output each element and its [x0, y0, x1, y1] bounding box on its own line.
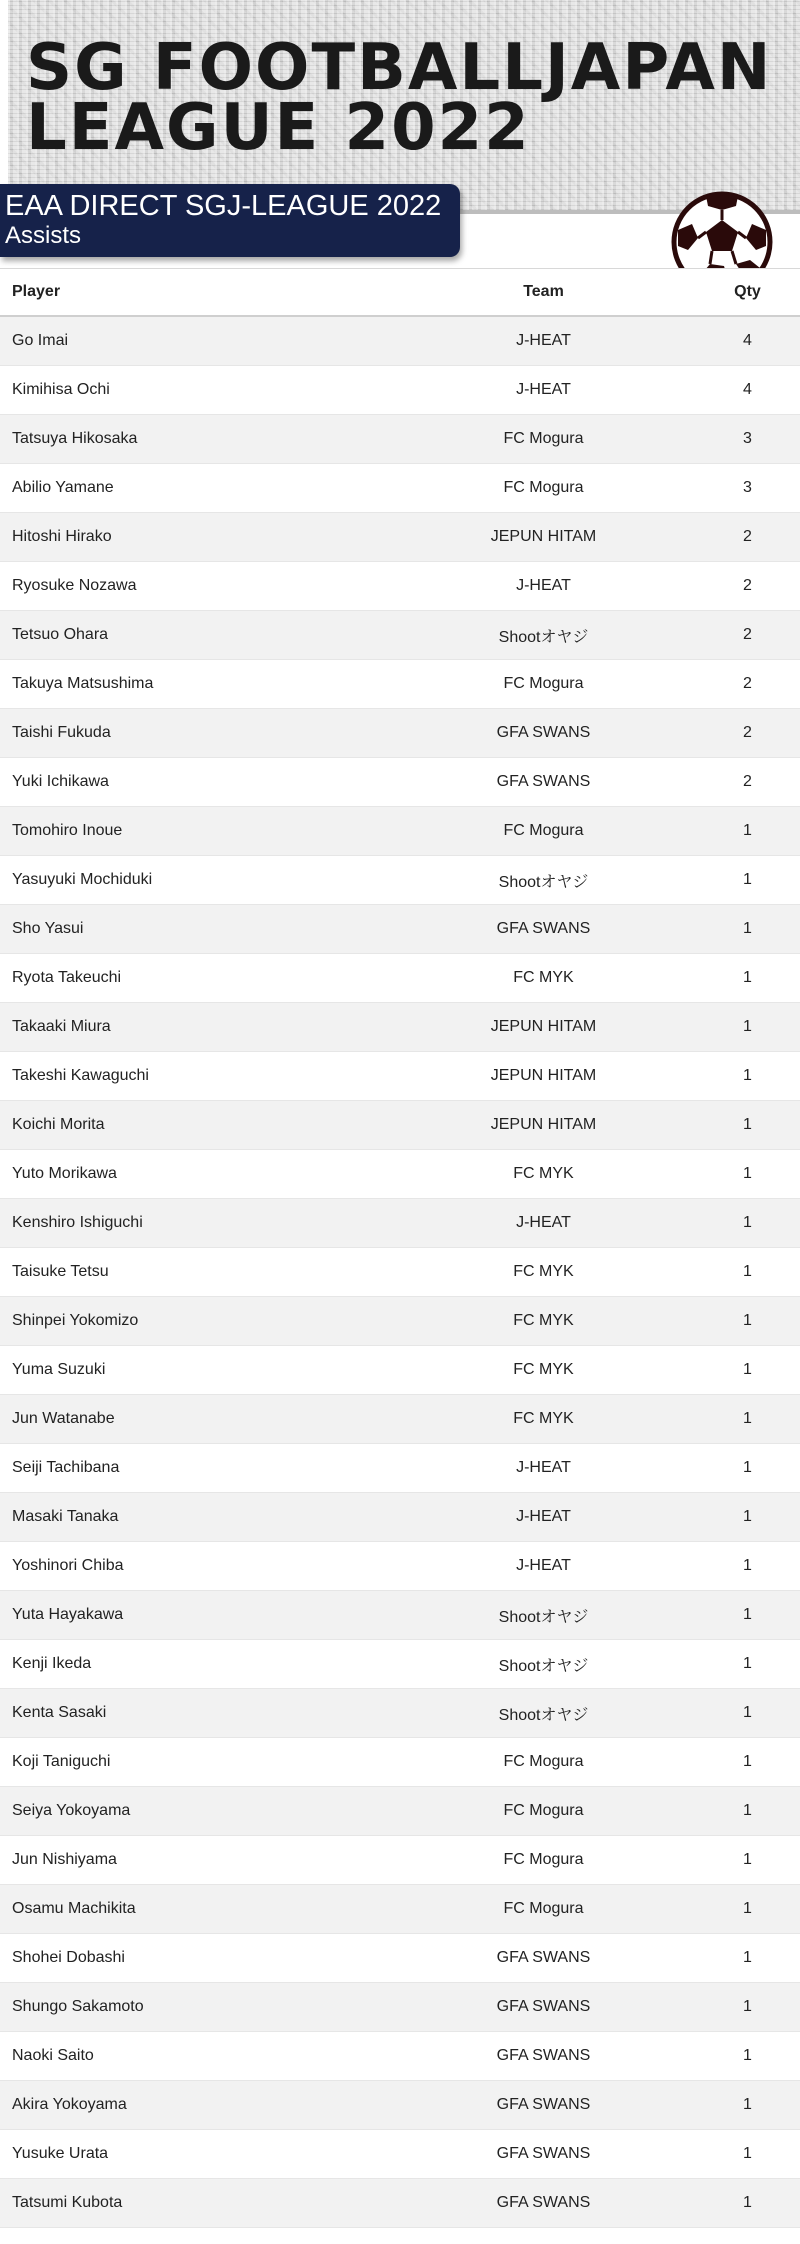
page-heading-box: [0, 184, 460, 257]
table-row: [0, 1836, 800, 1885]
cell-qty: 1: [695, 1199, 800, 1248]
cell-qty: 2: [695, 611, 800, 660]
cell-qty: 1: [695, 1640, 800, 1689]
cell-player: Taisuke Tetsu: [0, 1248, 392, 1297]
cell-player: Yuta Hayakawa: [0, 1591, 392, 1640]
table-row: [0, 1689, 800, 1738]
table-row: [0, 1003, 800, 1052]
cell-team: GFA SWANS: [392, 2130, 695, 2179]
cell-qty: 1: [695, 1248, 800, 1297]
cell-qty: 1: [695, 1346, 800, 1395]
cell-player: Tomohiro Inoue: [0, 807, 392, 856]
cell-team: FC Mogura: [392, 1836, 695, 1885]
cell-player: Seiji Tachibana: [0, 1444, 392, 1493]
table-row: [0, 1738, 800, 1787]
cell-team: GFA SWANS: [392, 2081, 695, 2130]
cell-team: JEPUN HITAM: [392, 513, 695, 562]
cell-team: FC MYK: [392, 1395, 695, 1444]
cell-qty: 1: [695, 1395, 800, 1444]
cell-qty: 1: [695, 1934, 800, 1983]
cell-qty: 1: [695, 1738, 800, 1787]
table-row: [0, 1493, 800, 1542]
cell-team: FC Mogura: [392, 464, 695, 513]
cell-qty: 1: [695, 954, 800, 1003]
cell-qty: 1: [695, 1150, 800, 1199]
column-header-team: Team: [392, 269, 695, 317]
cell-player: Ryosuke Nozawa: [0, 562, 392, 611]
cell-team: GFA SWANS: [392, 1983, 695, 2032]
table-row: [0, 1199, 800, 1248]
cell-qty: 1: [695, 905, 800, 954]
table-row: [0, 1885, 800, 1934]
cell-team: FC Mogura: [392, 1738, 695, 1787]
cell-player: Takuya Matsushima: [0, 660, 392, 709]
cell-team: GFA SWANS: [392, 1934, 695, 1983]
table-row: [0, 1640, 800, 1689]
table-row: [0, 1444, 800, 1493]
cell-team: JEPUN HITAM: [392, 1003, 695, 1052]
cell-player: Tetsuo Ohara: [0, 611, 392, 660]
cell-player: Koji Taniguchi: [0, 1738, 392, 1787]
cell-player: Takeshi Kawaguchi: [0, 1052, 392, 1101]
cell-player: Shohei Dobashi: [0, 1934, 392, 1983]
table-row: [0, 316, 800, 366]
cell-qty: 2: [695, 562, 800, 611]
soccer-ball-icon: [670, 190, 774, 268]
page-title: EAA DIRECT SGJ-LEAGUE 2022: [5, 190, 442, 222]
table-row: [0, 1346, 800, 1395]
cell-player: Taishi Fukuda: [0, 709, 392, 758]
table-row: [0, 905, 800, 954]
cell-qty: 1: [695, 1836, 800, 1885]
cell-player: Yusuke Urata: [0, 2130, 392, 2179]
cell-player: Tatsuya Hikosaka: [0, 415, 392, 464]
cell-team: Shootオヤジ: [392, 856, 695, 905]
cell-player: Yuma Suzuki: [0, 1346, 392, 1395]
cell-player: Ryota Takeuchi: [0, 954, 392, 1003]
cell-team: FC MYK: [392, 1150, 695, 1199]
cell-qty: 1: [695, 2032, 800, 2081]
cell-player: Kenshiro Ishiguchi: [0, 1199, 392, 1248]
cell-qty: 3: [695, 464, 800, 513]
table-row: [0, 2081, 800, 2130]
cell-qty: 1: [695, 1787, 800, 1836]
table-row: [0, 660, 800, 709]
cell-team: FC MYK: [392, 1248, 695, 1297]
table-row: [0, 1934, 800, 1983]
cell-qty: 1: [695, 1297, 800, 1346]
cell-qty: 2: [695, 758, 800, 807]
banner-title-line2: LEAGUE 2022: [26, 91, 531, 165]
cell-qty: 1: [695, 1003, 800, 1052]
table-row: [0, 1248, 800, 1297]
cell-team: J-HEAT: [392, 1199, 695, 1248]
table-row: [0, 807, 800, 856]
cell-team: Shootオヤジ: [392, 1640, 695, 1689]
cell-qty: 2: [695, 709, 800, 758]
cell-player: Yoshinori Chiba: [0, 1542, 392, 1591]
cell-player: Seiya Yokoyama: [0, 1787, 392, 1836]
cell-qty: 1: [695, 1591, 800, 1640]
table-row: [0, 1297, 800, 1346]
cell-player: Shungo Sakamoto: [0, 1983, 392, 2032]
table-row: [0, 1052, 800, 1101]
cell-player: Sho Yasui: [0, 905, 392, 954]
table-row: [0, 1787, 800, 1836]
table-body: [0, 316, 800, 2228]
cell-qty: 1: [695, 856, 800, 905]
table-row: [0, 464, 800, 513]
cell-player: Yuki Ichikawa: [0, 758, 392, 807]
cell-team: JEPUN HITAM: [392, 1101, 695, 1150]
cell-player: Jun Watanabe: [0, 1395, 392, 1444]
cell-qty: 3: [695, 415, 800, 464]
cell-team: J-HEAT: [392, 562, 695, 611]
cell-team: Shootオヤジ: [392, 1689, 695, 1738]
assists-table-container: [0, 268, 800, 2228]
column-header-qty: Qty: [695, 269, 800, 317]
cell-team: Shootオヤジ: [392, 611, 695, 660]
table-row: [0, 1542, 800, 1591]
cell-player: Shinpei Yokomizo: [0, 1297, 392, 1346]
table-row: [0, 415, 800, 464]
cell-team: GFA SWANS: [392, 905, 695, 954]
cell-team: FC Mogura: [392, 807, 695, 856]
cell-player: Jun Nishiyama: [0, 1836, 392, 1885]
table-row: [0, 2130, 800, 2179]
table-row: [0, 513, 800, 562]
cell-player: Takaaki Miura: [0, 1003, 392, 1052]
cell-qty: 4: [695, 316, 800, 366]
cell-player: Kenji Ikeda: [0, 1640, 392, 1689]
cell-qty: 1: [695, 2081, 800, 2130]
cell-player: Masaki Tanaka: [0, 1493, 392, 1542]
banner-title: [26, 31, 786, 165]
cell-team: FC MYK: [392, 1346, 695, 1395]
cell-player: Kenta Sasaki: [0, 1689, 392, 1738]
cell-team: FC Mogura: [392, 1885, 695, 1934]
table-row: [0, 1983, 800, 2032]
cell-team: FC Mogura: [392, 660, 695, 709]
cell-team: JEPUN HITAM: [392, 1052, 695, 1101]
cell-qty: 2: [695, 660, 800, 709]
cell-team: FC MYK: [392, 954, 695, 1003]
table-row: [0, 856, 800, 905]
cell-qty: 1: [695, 1542, 800, 1591]
table-row: [0, 1150, 800, 1199]
cell-player: Akira Yokoyama: [0, 2081, 392, 2130]
table-row: [0, 758, 800, 807]
table-row: [0, 709, 800, 758]
cell-player: Abilio Yamane: [0, 464, 392, 513]
cell-team: Shootオヤジ: [392, 1591, 695, 1640]
cell-player: Kimihisa Ochi: [0, 366, 392, 415]
cell-team: GFA SWANS: [392, 709, 695, 758]
table-row: [0, 954, 800, 1003]
table-row: [0, 1101, 800, 1150]
cell-team: J-HEAT: [392, 1493, 695, 1542]
cell-team: J-HEAT: [392, 1444, 695, 1493]
table-row: [0, 611, 800, 660]
cell-player: Hitoshi Hirako: [0, 513, 392, 562]
cell-qty: 2: [695, 513, 800, 562]
header-banner: [0, 0, 800, 215]
cell-player: Koichi Morita: [0, 1101, 392, 1150]
cell-player: Naoki Saito: [0, 2032, 392, 2081]
cell-qty: 1: [695, 1444, 800, 1493]
cell-qty: 1: [695, 1052, 800, 1101]
cell-qty: 1: [695, 1689, 800, 1738]
cell-player: Tatsumi Kubota: [0, 2179, 392, 2228]
cell-team: J-HEAT: [392, 316, 695, 366]
cell-qty: 1: [695, 1983, 800, 2032]
cell-qty: 1: [695, 1493, 800, 1542]
banner-title-line1: SG FOOTBALLJAPAN: [26, 31, 773, 105]
cell-team: FC Mogura: [392, 1787, 695, 1836]
cell-team: GFA SWANS: [392, 758, 695, 807]
cell-player: Osamu Machikita: [0, 1885, 392, 1934]
cell-player: Yuto Morikawa: [0, 1150, 392, 1199]
cell-qty: 4: [695, 366, 800, 415]
cell-team: GFA SWANS: [392, 2179, 695, 2228]
table-row: [0, 562, 800, 611]
cell-qty: 1: [695, 1885, 800, 1934]
table-row: [0, 366, 800, 415]
cell-player: Go Imai: [0, 316, 392, 366]
table-row: [0, 2179, 800, 2228]
cell-team: FC Mogura: [392, 415, 695, 464]
table-row: [0, 1395, 800, 1444]
column-header-player: Player: [0, 269, 392, 317]
cell-team: FC MYK: [392, 1297, 695, 1346]
table-row: [0, 1591, 800, 1640]
table-row: [0, 2032, 800, 2081]
cell-qty: 1: [695, 2179, 800, 2228]
cell-qty: 1: [695, 2130, 800, 2179]
table-header-row: [0, 269, 800, 317]
page-subtitle: Assists: [5, 222, 82, 249]
cell-team: GFA SWANS: [392, 2032, 695, 2081]
assists-table: [0, 268, 800, 2228]
cell-qty: 1: [695, 807, 800, 856]
cell-team: J-HEAT: [392, 1542, 695, 1591]
cell-player: Yasuyuki Mochiduki: [0, 856, 392, 905]
cell-team: J-HEAT: [392, 366, 695, 415]
cell-qty: 1: [695, 1101, 800, 1150]
